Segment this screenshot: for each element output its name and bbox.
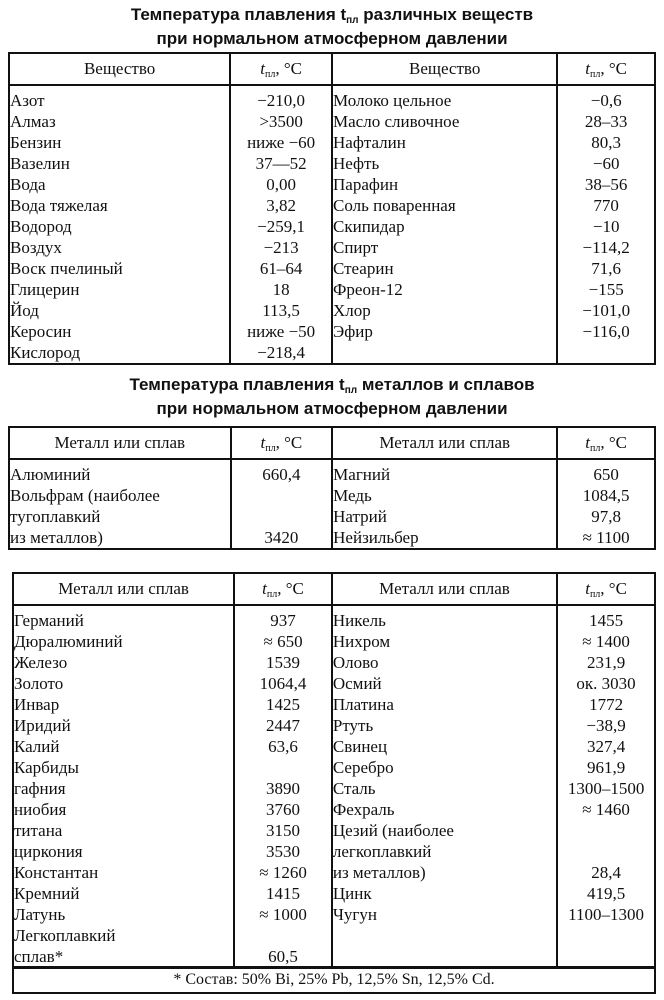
table-row [9,195,655,216]
table-row [13,694,655,715]
table-row [9,459,655,485]
material-name: Платина [332,694,557,715]
melting-point: 60,5 [234,946,332,968]
header-sub: пл [264,69,276,80]
melting-point: 37—52 [230,153,332,174]
material-name: Азот [9,85,230,111]
table-row [13,757,655,778]
metals-2-header-row [13,573,655,605]
material-name: титана [13,820,234,841]
table-row [9,111,655,132]
table-row [13,715,655,736]
table-row [13,925,655,946]
table-row [9,321,655,342]
title-2-line-2: при нормальном атмосферном давлении [156,399,508,418]
melting-point: −155 [557,279,655,300]
melting-point: 3420 [231,527,333,549]
melting-point: −259,1 [230,216,332,237]
melting-point [557,925,655,946]
material-name: Йод [9,300,230,321]
material-name [332,342,557,364]
metals-1-header-row [9,427,655,459]
table-row [9,153,655,174]
melting-point [234,925,332,946]
material-name: из металлов) [332,862,557,883]
material-name: Нихром [332,631,557,652]
melting-point: 1300–1500 [557,778,655,799]
melting-point: 61–64 [230,258,332,279]
melting-point: >3500 [230,111,332,132]
melting-point [557,841,655,862]
melting-point [234,757,332,778]
header-unit: , °С [275,59,302,78]
table-row [9,216,655,237]
melting-point: 327,4 [557,736,655,757]
material-name: Калий [13,736,234,757]
material-name: Сталь [332,778,557,799]
header-t: t [585,433,591,452]
table-row [13,946,655,968]
material-name: Нейзильбер [332,527,557,549]
header-temp-left [230,53,332,85]
header-t: t [260,433,266,452]
melting-point: 80,3 [557,132,655,153]
melting-point: −0,6 [557,85,655,111]
metals-table-1 [8,426,656,550]
melting-point: ≈ 1260 [234,862,332,883]
material-name: Свинец [332,736,557,757]
header-metal-right: Металл или сплав [332,573,557,605]
title-1-part-end: различных веществ [358,5,534,24]
table-row [13,820,655,841]
material-name: Золото [13,673,234,694]
title-2-line-1 [0,374,664,398]
table-row [13,841,655,862]
material-name: Дюралюминий [13,631,234,652]
material-name: тугоплавкий [9,506,231,527]
material-name: Латунь [13,904,234,925]
header-sub: пл [265,443,276,454]
table-row [13,883,655,904]
material-name: Глицерин [9,279,230,300]
melting-point: 0,00 [230,174,332,195]
table-row [13,631,655,652]
material-name: сплав* [13,946,234,968]
title-1-line-2: при нормальном атмосферном давлении [156,29,508,48]
material-name: Эфир [332,321,557,342]
melting-point: −210,0 [230,85,332,111]
melting-point: ниже −50 [230,321,332,342]
table-row [13,862,655,883]
melting-point: 28–33 [557,111,655,132]
material-name: Вода тяжелая [9,195,230,216]
material-name: Железо [13,652,234,673]
melting-point: 3760 [234,799,332,820]
table-row [9,527,655,549]
material-name: Константан [13,862,234,883]
title-1-subscript: пл [346,15,359,26]
material-name: Керосин [9,321,230,342]
material-name: легкоплавкий [332,841,557,862]
material-name: Инвар [13,694,234,715]
material-name [332,946,557,968]
melting-point: 97,8 [557,506,655,527]
material-name: Парафин [332,174,557,195]
metals-table-2 [12,572,656,969]
substances-table [8,52,656,365]
melting-point: 38–56 [557,174,655,195]
title-2-part-end: металлов и сплавов [357,375,535,394]
material-name: Масло сливочное [332,111,557,132]
title-1 [0,4,664,49]
table-row [9,258,655,279]
material-name: Серебро [332,757,557,778]
header-temp-left [231,427,333,459]
melting-point [231,506,333,527]
melting-point: ≈ 1000 [234,904,332,925]
material-name [332,925,557,946]
melting-point: 660,4 [231,459,333,485]
material-name: Воск пчелиный [9,258,230,279]
material-name: Магний [332,459,557,485]
header-temp-right [557,427,655,459]
melting-point: −10 [557,216,655,237]
melting-point: −60 [557,153,655,174]
title-2-subscript: пл [344,385,358,396]
melting-point: −218,4 [230,342,332,364]
melting-point: ок. 3030 [557,673,655,694]
substances-header-row [9,53,655,85]
table-row [13,605,655,631]
material-name: Спирт [332,237,557,258]
melting-point: 1415 [234,883,332,904]
melting-point: ≈ 1400 [557,631,655,652]
material-name: Цинк [332,883,557,904]
header-t: t [585,59,591,78]
material-name: Бензин [9,132,230,153]
melting-point: −114,2 [557,237,655,258]
melting-point: ≈ 1100 [557,527,655,549]
melting-point: 18 [230,279,332,300]
table-row [13,652,655,673]
material-name: Вольфрам (наиболее [9,485,231,506]
melting-point: 770 [557,195,655,216]
melting-point: 1084,5 [557,485,655,506]
material-name: гафния [13,778,234,799]
material-name: циркония [13,841,234,862]
melting-point: 3890 [234,778,332,799]
melting-point: −101,0 [557,300,655,321]
material-name: Медь [332,485,557,506]
header-t: t [262,579,267,598]
material-name: Карбиды [13,757,234,778]
header-unit: , °С [600,59,628,78]
material-name: Скипидар [332,216,557,237]
melting-point [557,946,655,968]
material-name: Цезий (наиболее [332,820,557,841]
table-row [13,904,655,925]
material-name: Алюминий [9,459,231,485]
melting-point: 1772 [557,694,655,715]
table-row [9,300,655,321]
melting-point: ≈ 650 [234,631,332,652]
header-metal-left: Металл или сплав [13,573,234,605]
table-row [9,174,655,195]
melting-point: 2447 [234,715,332,736]
material-name: Фехраль [332,799,557,820]
table-row [9,132,655,153]
material-name: из металлов) [9,527,231,549]
melting-point: 71,6 [557,258,655,279]
melting-point: 63,6 [234,736,332,757]
material-name: Чугун [332,904,557,925]
header-sub: пл [266,589,278,600]
header-metal-left: Металл или сплав [9,427,231,459]
material-name: Нафталин [332,132,557,153]
material-name: Натрий [332,506,557,527]
header-metal-right: Металл или сплав [332,427,557,459]
header-unit: , °С [600,579,627,598]
table-row [13,799,655,820]
melting-point: 3,82 [230,195,332,216]
table-row [9,506,655,527]
header-sub: пл [590,69,601,80]
header-temp-right [557,573,655,605]
table-row [13,673,655,694]
material-name: Осмий [332,673,557,694]
melting-point [557,342,655,364]
header-sub: пл [590,443,601,454]
melting-point: 1425 [234,694,332,715]
melting-point: 419,5 [557,883,655,904]
material-name: Молоко цельное [332,85,557,111]
table-row [9,342,655,364]
header-unit: , °С [277,579,304,598]
table-row [9,237,655,258]
melting-point: ниже −60 [230,132,332,153]
melting-point [231,485,333,506]
material-name: Нефть [332,153,557,174]
title-2-part: Температура плавления t [129,375,345,394]
melting-point: 28,4 [557,862,655,883]
melting-point: −116,0 [557,321,655,342]
melting-point: 231,9 [557,652,655,673]
footnote: * Состав: 50% Bi, 25% Pb, 12,5% Sn, 12,5% Cd. [12,966,656,994]
material-name: Воздух [9,237,230,258]
material-name: Легкоплавкий [13,925,234,946]
material-name: Кислород [9,342,230,364]
material-name: Германий [13,605,234,631]
table-row [9,485,655,506]
melting-point: 937 [234,605,332,631]
material-name: Никель [332,605,557,631]
header-temp-left [234,573,332,605]
title-2 [0,374,664,419]
material-name: Ртуть [332,715,557,736]
material-name: ниобия [13,799,234,820]
table-row [9,279,655,300]
table-row [13,736,655,757]
header-unit: , °С [600,433,627,452]
melting-point: 1539 [234,652,332,673]
title-1-part: Температура плавления t [130,5,347,24]
melting-point: 1455 [557,605,655,631]
material-name: Олово [332,652,557,673]
material-name: Кремний [13,883,234,904]
melting-point: 650 [557,459,655,485]
table-row [13,778,655,799]
header-t: t [585,579,590,598]
title-1-line-1 [0,4,664,28]
material-name: Стеарин [332,258,557,279]
material-name: Алмаз [9,111,230,132]
melting-point: −213 [230,237,332,258]
melting-point: 1100–1300 [557,904,655,925]
material-name: Вода [9,174,230,195]
melting-point: 1064,4 [234,673,332,694]
table-row [9,85,655,111]
melting-point: ≈ 1460 [557,799,655,820]
header-sub: пл [589,589,601,600]
header-unit: , °С [275,433,303,452]
material-name: Водород [9,216,230,237]
melting-point: 3150 [234,820,332,841]
material-name: Фреон-12 [332,279,557,300]
melting-point: −38,9 [557,715,655,736]
header-t: t [260,59,265,78]
material-name: Хлор [332,300,557,321]
melting-point: 961,9 [557,757,655,778]
material-name: Иридий [13,715,234,736]
melting-point: 3530 [234,841,332,862]
material-name: Вазелин [9,153,230,174]
header-temp-right [557,53,655,85]
melting-point: 113,5 [230,300,332,321]
header-substance-left: Вещество [9,53,230,85]
material-name: Соль поваренная [332,195,557,216]
header-substance-right: Вещество [332,53,557,85]
melting-point [557,820,655,841]
